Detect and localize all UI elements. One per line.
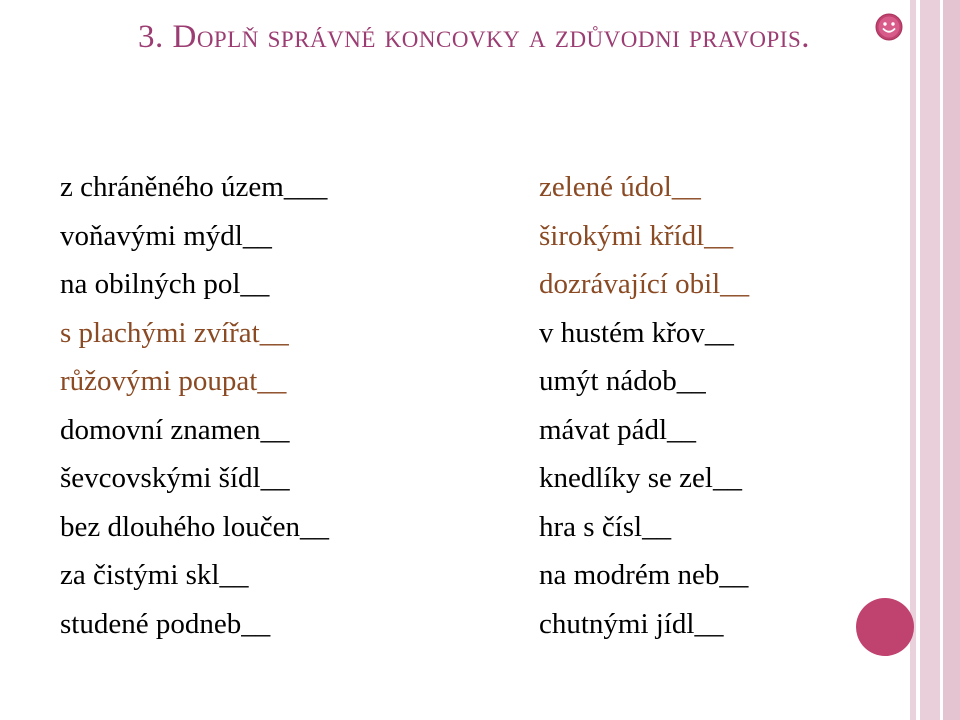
list-item: v hustém křov__ xyxy=(539,316,734,349)
list-item: umýt nádob__ xyxy=(539,365,706,397)
list-item: mávat pádl__ xyxy=(539,413,697,446)
list-item: z chráněného územ___ xyxy=(60,171,328,203)
list-item: domovní znamen__ xyxy=(60,413,290,446)
decorative-circle xyxy=(856,598,914,656)
left-word-list xyxy=(60,163,329,648)
list-item: voňavými mýdl__ xyxy=(60,219,272,252)
list-item: s plachými zvířat__ xyxy=(60,316,289,349)
list-item: knedlíky se zel__ xyxy=(539,462,742,494)
list-item: na modrém neb__ xyxy=(539,559,749,591)
list-item: chutnými jídl__ xyxy=(539,607,724,640)
smiley-face-icon xyxy=(874,12,904,42)
list-item: za čistými skl__ xyxy=(60,559,249,591)
list-item: ševcovskými šídl__ xyxy=(60,462,290,494)
list-item: bez dlouhého loučen__ xyxy=(60,510,329,543)
decorative-stripes xyxy=(910,0,960,720)
slide-title: 3. Doplň správné koncovky a zdůvodni pravopis. xyxy=(137,19,811,55)
list-item: širokými křídl__ xyxy=(539,219,734,252)
list-item: růžovými poupat__ xyxy=(60,365,287,397)
list-item: zelené údol__ xyxy=(539,171,701,203)
right-word-list xyxy=(539,163,749,648)
list-item: na obilných pol__ xyxy=(60,268,270,300)
list-item: studené podneb__ xyxy=(60,607,271,640)
list-item: hra s čísl__ xyxy=(539,510,672,543)
list-item: dozrávající obil__ xyxy=(539,268,750,300)
